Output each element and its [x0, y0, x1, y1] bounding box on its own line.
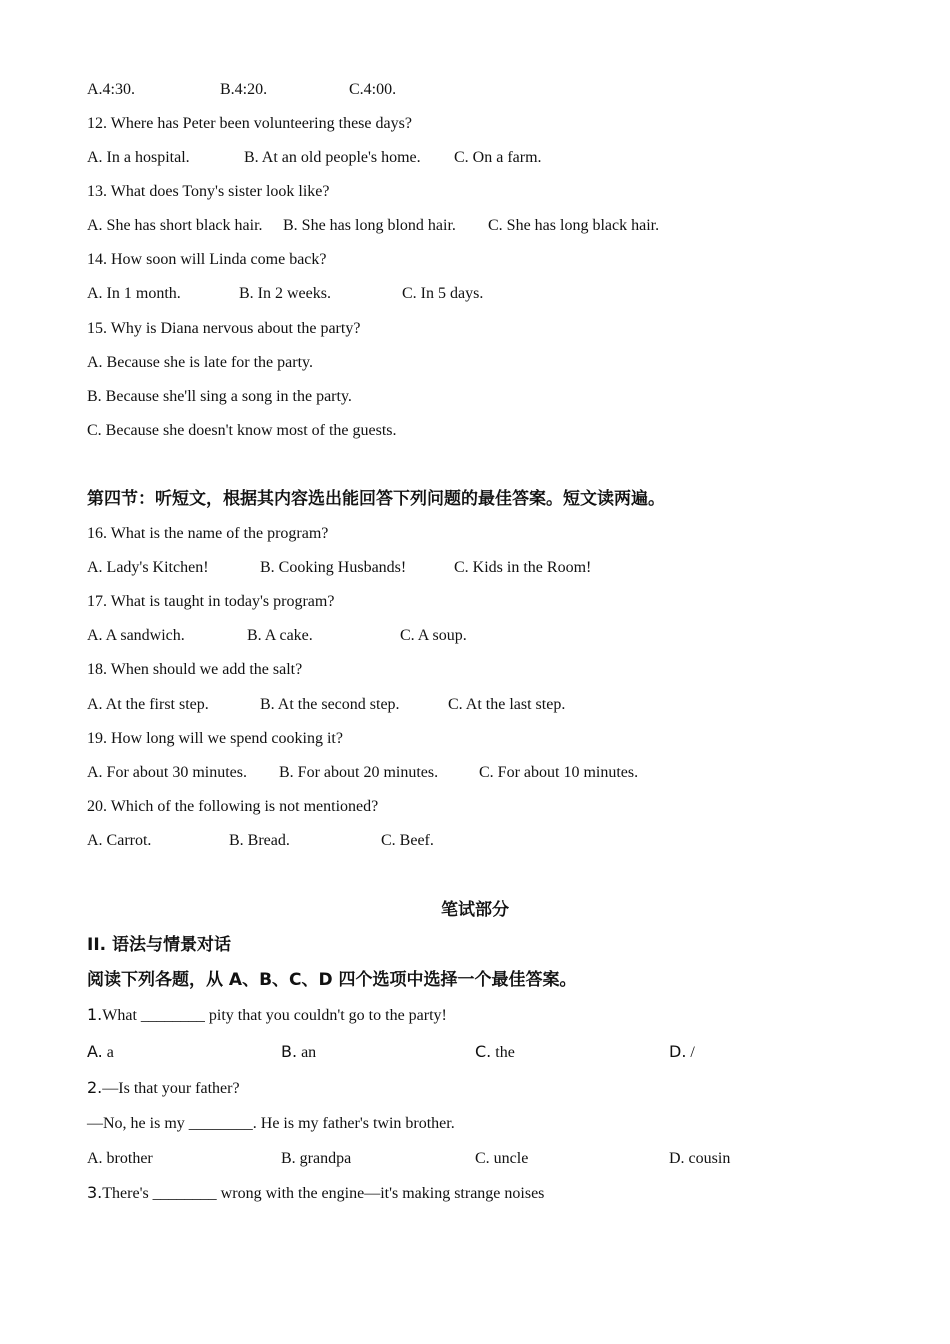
q14-option-b: B. In 2 weeks. [239, 285, 331, 302]
q16-option-a: A. Lady's Kitchen! [87, 559, 209, 576]
q11-option-b: B.4:20. [220, 81, 268, 98]
section-ii-title: II. 语法与情景对话 [87, 935, 232, 955]
q15-option-b: B. Because she'll sing a song in the party. [87, 388, 352, 405]
q20-option-c: C. Beef. [381, 832, 434, 849]
q12-option-b: B. At an old people's home. [244, 149, 421, 166]
section-ii-instruction: 阅读下列各题，从 A、B、C、D 四个选项中选择一个最佳答案。 [87, 970, 577, 990]
written-q2-number: 2. [87, 1078, 103, 1097]
q12-option-a: A. In a hospital. [87, 149, 190, 166]
written-q1-option-b [281, 1042, 316, 1063]
q12-option-c: C. On a farm. [454, 149, 542, 166]
written-q2-option-d: D. cousin [669, 1150, 731, 1167]
written-q1-option-d-text: / [686, 1044, 695, 1061]
q18-option-c: C. At the last step. [448, 696, 566, 713]
written-q2-text: —Is that your father? [102, 1080, 240, 1097]
written-q1-option-b-letter: B. [281, 1042, 298, 1061]
q13-option-b: B. She has long blond hair. [283, 217, 456, 234]
q19-question: 19. How long will we spend cooking it? [87, 730, 343, 747]
written-q2 [87, 1078, 240, 1099]
q19-option-a: A. For about 30 minutes. [87, 764, 247, 781]
written-part-title: 笔试部分 [441, 900, 509, 920]
written-q2-option-c: C. uncle [475, 1150, 529, 1167]
q15-option-c: C. Because she doesn't know most of the guests. [87, 422, 397, 439]
written-q1-option-a-letter: A. [87, 1042, 103, 1061]
q14-option-c: C. In 5 days. [402, 285, 484, 302]
written-q1-option-c-letter: C. [475, 1042, 492, 1061]
written-q3-text: There's ________ wrong with the engine—it's making strange noises [102, 1185, 545, 1202]
q19-option-b: B. For about 20 minutes. [279, 764, 439, 781]
q14-option-a: A. In 1 month. [87, 285, 181, 302]
written-q1-option-c [475, 1042, 515, 1063]
q17-option-a: A. A sandwich. [87, 627, 185, 644]
q17-option-c: C. A soup. [400, 627, 467, 644]
q17-option-b: B. A cake. [247, 627, 313, 644]
written-q2-option-a: A. brother [87, 1150, 153, 1167]
q13-option-a: A. She has short black hair. [87, 217, 263, 234]
q16-option-b: B. Cooking Husbands! [260, 559, 407, 576]
written-q1-option-a [87, 1042, 114, 1063]
written-q2-text2: —No, he is my ________. He is my father's twin brother. [87, 1115, 455, 1132]
written-q3 [87, 1183, 544, 1204]
written-q1-text: What ________ pity that you couldn't go to the party! [102, 1007, 447, 1024]
q15-question: 15. Why is Diana nervous about the party? [87, 320, 361, 337]
written-q1-option-d-letter: D. [669, 1042, 687, 1061]
q13-question: 13. What does Tony's sister look like? [87, 183, 330, 200]
q13-option-c: C. She has long black hair. [488, 217, 660, 234]
q20-question: 20. Which of the following is not mentioned? [87, 798, 379, 815]
written-q1-option-d [669, 1042, 695, 1063]
q20-option-b: B. Bread. [229, 832, 290, 849]
q18-question: 18. When should we add the salt? [87, 661, 303, 678]
written-q2-option-b: B. grandpa [281, 1150, 352, 1167]
written-q3-number: 3. [87, 1183, 103, 1202]
q20-option-a: A. Carrot. [87, 832, 152, 849]
q18-option-a: A. At the first step. [87, 696, 209, 713]
written-q1-option-a-text: a [102, 1044, 114, 1061]
q11-option-c: C.4:00. [349, 81, 397, 98]
q19-option-c: C. For about 10 minutes. [479, 764, 639, 781]
q17-question: 17. What is taught in today's program? [87, 593, 335, 610]
section4-heading: 第四节：听短文，根据其内容选出能回答下列问题的最佳答案。短文读两遍。 [87, 489, 665, 509]
written-q1-option-c-text: the [491, 1044, 515, 1061]
q16-option-c: C. Kids in the Room! [454, 559, 592, 576]
q12-question: 12. Where has Peter been volunteering these days? [87, 115, 412, 132]
q14-question: 14. How soon will Linda come back? [87, 251, 327, 268]
q15-option-a: A. Because she is late for the party. [87, 354, 313, 371]
written-q1-number: 1. [87, 1005, 103, 1024]
written-q1-option-b-text: an [297, 1044, 317, 1061]
written-q1 [87, 1005, 447, 1026]
q18-option-b: B. At the second step. [260, 696, 400, 713]
q16-question: 16. What is the name of the program? [87, 525, 329, 542]
q11-option-a: A.4:30. [87, 81, 135, 98]
